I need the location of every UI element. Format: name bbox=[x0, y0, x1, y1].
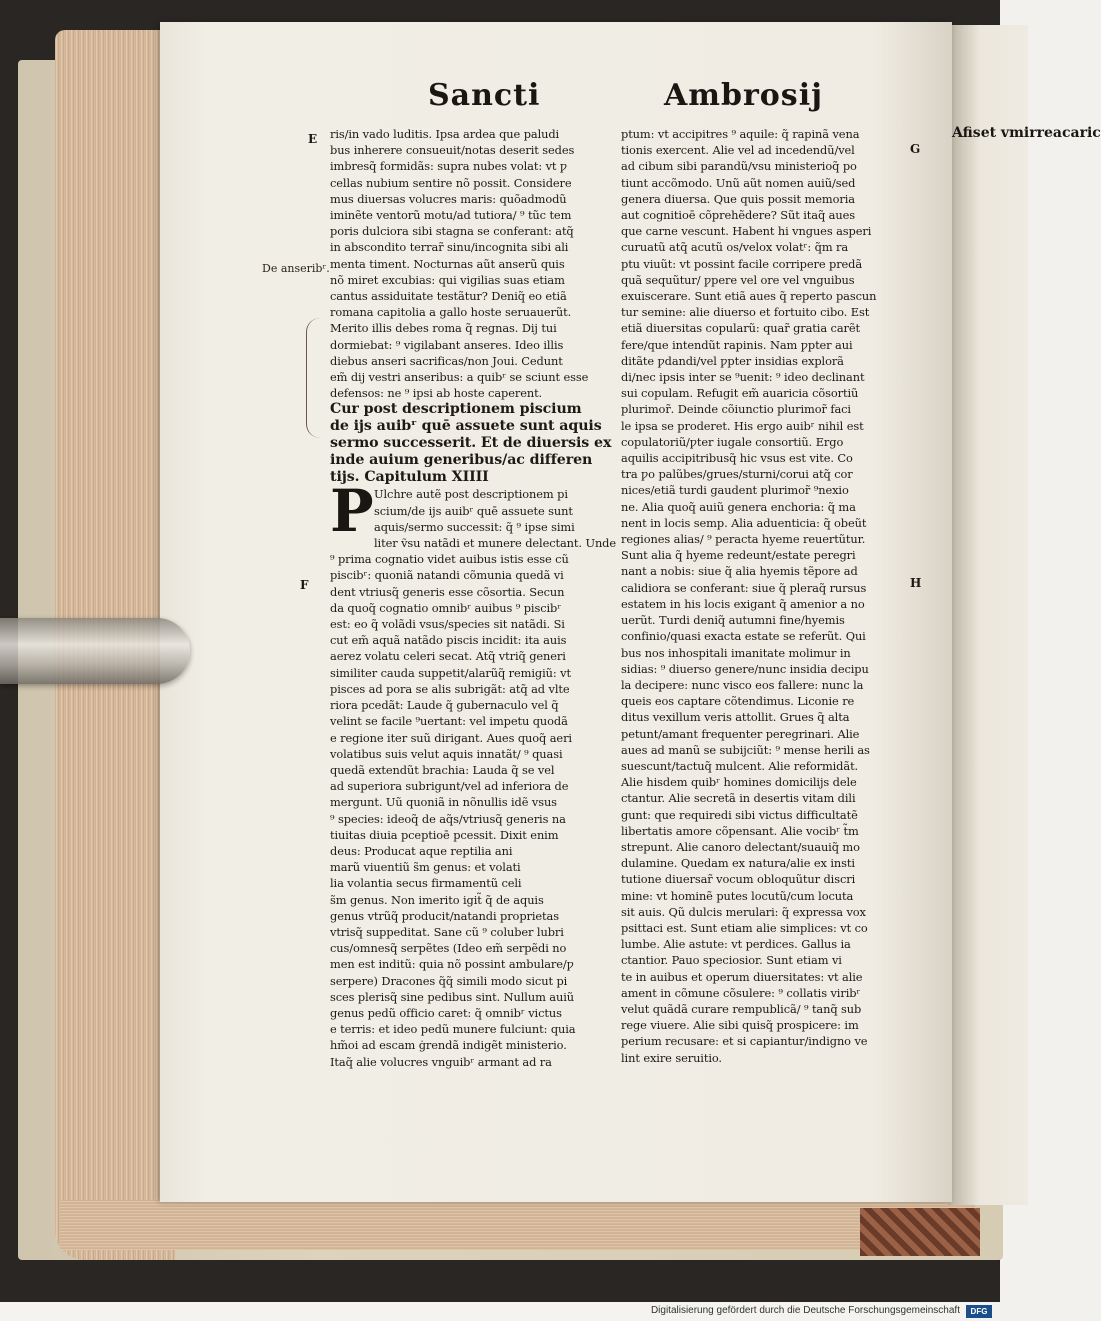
footer-credit: Digitalisierung gefördert durch die Deutsche Forschungsgemeinschaft bbox=[650, 1305, 960, 1316]
text-line: nent in locis semp. Alia aduenticia: q̃ obeũt bbox=[621, 515, 867, 530]
text-line: dulamine. Quedam ex natura/alie ex insti bbox=[621, 856, 855, 871]
text-line: imbresq̃ formidãs: supra nubes volat: vt ƿ bbox=[330, 159, 568, 174]
text-line: aues ad manũ se subijciũt: ⁹ mense herili as bbox=[621, 742, 870, 757]
text-line: ctantior. Pauo speciosior. Sunt etiam vi bbox=[621, 953, 842, 968]
text-line: e regione iter suũ dirigant. Aues quoq̃ aeri bbox=[330, 730, 572, 745]
text-line: quedã extendũt brachia: Lauda q̃ se vel bbox=[330, 762, 555, 777]
text-line: Ulchre autẽ post descriptionem pi bbox=[374, 487, 568, 502]
text-line: marũ viuentiũ s̃m genus: et volati bbox=[330, 860, 521, 875]
text-line: ris/in vado luditis. Ipsa ardea que paludi bbox=[330, 127, 560, 141]
facing-page-fragment bbox=[952, 124, 1101, 143]
text-line: pisces ad pora se alis subrigãt: atq̃ ad vlte bbox=[330, 681, 570, 696]
text-line: serpere) Dracones q̃q̃ simili modo sicut pi bbox=[330, 973, 568, 988]
text-line: confinio/quasi exacta estate se referũt. Qui bbox=[621, 629, 866, 644]
text-line: volatibus suis velut aquis innatãt/ ⁹ quasi bbox=[330, 746, 563, 761]
text-line: riora pcedãt: Laude q̃ gubernaculo vel q̃ bbox=[330, 698, 559, 713]
text-line: copulatoriũ/ƿter iugale consortiũ. Ergo bbox=[621, 434, 844, 449]
text-line: da quoq̃ cognatio omnibʳ auibus ⁹ piscibʳ bbox=[330, 600, 562, 615]
text-line: velut quãdã curare rempublicã/ ⁹ tanq̃ sub bbox=[621, 1001, 862, 1016]
text-line: queis eos captare cõtendimus. Liconie re bbox=[621, 694, 855, 709]
text-line: ⁹ prima cognatio videt auibus istis esse cũ bbox=[330, 552, 569, 567]
chapter-heading bbox=[330, 401, 612, 486]
text-line: di/nec ipsis inter se ⁹uenit: ⁹ ideo declinant bbox=[621, 370, 865, 385]
text-line: vtrisq̃ suppeditat. Sane cũ ⁹ coluber lubri bbox=[330, 924, 564, 939]
text-line: le ipsa se proderet. His ergo auibʳ nihil est bbox=[621, 418, 864, 433]
text-line: ⁹ species: ideoq̃ de aq̃s/vtriusq̃ generis na bbox=[330, 811, 566, 826]
text-line: similiter cauda suppetit/alarũq̃ remigiũ: vt bbox=[330, 665, 571, 680]
text-line: ditãte ƿdandi/vel ƿpter insidias explorã bbox=[621, 353, 844, 368]
text-line: estatem in his locis exigant q̃ amenior a no bbox=[621, 596, 865, 611]
text-line: mir bbox=[1009, 125, 1037, 141]
marginal-bracket bbox=[306, 318, 327, 438]
text-line: ptu viuũt: vt possint facile corripere predã bbox=[621, 256, 863, 271]
bottom-page-edges bbox=[60, 1200, 975, 1250]
text-line: psittaci est. Sunt etiam alie simplices: vt co bbox=[621, 920, 868, 935]
text-line: sidias: ⁹ diuerso genere/nunc insidia decipu bbox=[621, 661, 869, 676]
text-line: ctantur. Alie secretã in desertis vitam dili bbox=[621, 791, 856, 806]
text-line: aerez volatu celeri secat. Atq̃ vtriq̃ generi bbox=[330, 649, 566, 664]
text-line: ament in cõmune cõsulere: ⁹ collatis viribʳ bbox=[621, 985, 861, 1000]
text-line: poris dulciora sibi stagna se conferant: atq̃ bbox=[330, 224, 574, 239]
running-head-right: Ambrosij bbox=[664, 78, 823, 113]
text-line: tiunt accõmodo. Unũ aũt nomen auiũ/sed bbox=[621, 175, 856, 190]
text-line: nõ miret excubias: qui vigilias suas etiam bbox=[330, 272, 565, 287]
text-line: dent vtriusq̃ generis esse cõsortia. Secun bbox=[330, 584, 565, 599]
text-line: liter ṽsu natãdi et munere delectant. Unde bbox=[374, 536, 617, 551]
margin-letter-g: G bbox=[910, 142, 921, 156]
running-head-left: Sancti bbox=[428, 78, 541, 113]
text-line: de ijs auibʳ quē assuete sunt aquis bbox=[330, 418, 602, 435]
text-line: sces plerisq̃ sine pedibus sint. Nullum auiũ bbox=[330, 989, 574, 1004]
text-line: fis bbox=[962, 125, 981, 141]
margin-letter-h: H bbox=[910, 576, 922, 590]
text-line: romana capitolia a gallo hoste seruauerũt. bbox=[330, 305, 572, 320]
text-line: quã sequũtur/ ƿpere vel ore vel vnguibus bbox=[621, 272, 855, 287]
left-column-paragraph-a bbox=[330, 126, 602, 401]
text-line: suescunt/tactuq̃ mulcent. Alie reformidãt. bbox=[621, 758, 859, 773]
text-line: Alie hisdem quibʳ homines domicilijs dele bbox=[621, 775, 857, 790]
left-text-column bbox=[330, 126, 617, 1070]
text-line: ptum: vt accipitres ⁹ aquile: q̃ rapinã vena bbox=[621, 127, 860, 141]
text-line: tionis exercent. Alie vel ad incedendũ/vel bbox=[621, 143, 855, 158]
text-line: petunt/amant frequenter peregrinari. Alie bbox=[621, 726, 860, 741]
text-line: sui copulam. Refugit em̃ auaricia cõsortiũ bbox=[621, 386, 859, 401]
right-column-paragraph bbox=[621, 126, 893, 1066]
text-line: diebus anseri sacrificas/non Joui. Cedunt bbox=[330, 353, 563, 368]
text-line: la decipere: nunc visco eos fallere: nunc la bbox=[621, 677, 864, 692]
text-line: exuiscerare. Sunt etiã aues q̃ reperto pascun bbox=[621, 289, 877, 304]
text-line: cantus assiduitate testãtur? Deniq̃ eo etiã bbox=[330, 289, 567, 304]
text-line: iminẽte ventorũ motu/ad tutiora/ ⁹ tũc tem bbox=[330, 208, 572, 223]
text-line: tutione diuersar̃ vocum obloquũtur discri bbox=[621, 872, 856, 887]
text-line: rege viuere. Alie sibi quisq̃ prospicere: im bbox=[621, 1018, 859, 1033]
text-line: curuatũ atq̃ acutũ os/velox volatʳ: q̃m ra bbox=[621, 240, 849, 255]
text-line: Merito illis debes roma q̃ regnas. Dij tui bbox=[330, 321, 557, 336]
text-line: lumbe. Alie astute: vt perdices. Gallus ia bbox=[621, 937, 851, 952]
text-line: tra ƿo palũbes/grues/sturni/corui atq̃ cor bbox=[621, 467, 853, 482]
text-line: in abscondito terrar̃ sinu/incognita sibi ali bbox=[330, 240, 569, 255]
text-line: inde auium generibus/ac differen bbox=[330, 452, 593, 469]
text-line: ric bbox=[1079, 125, 1101, 141]
text-line: etiã diuersitas copularũ: quar̃ gratia carẽt bbox=[621, 321, 860, 336]
text-line: strepunt. Alie canoro delectant/suauiq̃ mo bbox=[621, 839, 860, 854]
text-line: gunt: que requiredi sibi victus difficultatẽ bbox=[621, 807, 858, 822]
text-line: et v bbox=[980, 125, 1010, 141]
text-line: dormiebat: ⁹ vigilabant anseres. Ideo illis bbox=[330, 337, 564, 352]
text-line: velint se facile ⁹uertant: vel impetu quodã bbox=[330, 714, 568, 729]
text-line: regiones alias/ ⁹ peracta hyeme reuertũtur. bbox=[621, 532, 866, 547]
text-line: rea bbox=[1036, 125, 1062, 141]
text-line: e terris: et ideo pedũ munere fulciunt: quia bbox=[330, 1022, 576, 1037]
text-line: ditus vexillum veris attollit. Grues q̃ alta bbox=[621, 710, 850, 725]
text-line: perium recusare: et si capiantur/indigno ve bbox=[621, 1034, 868, 1049]
text-line: aquilis accipitribusq̃ hic vsus est vite. Co bbox=[621, 451, 853, 466]
text-line: ad cibum sibi parandũ/vsu ministerioq̃ po bbox=[621, 159, 857, 174]
text-line: tur semine: alie diuerso et fortuito cibo. Est bbox=[621, 305, 870, 320]
text-line: Itaq̃ alie volucres vnguibʳ armant ad ra bbox=[330, 1054, 552, 1069]
text-line: tiuitas diuia pceptioē pcessit. Dixit enim bbox=[330, 827, 559, 842]
text-line: genus pedũ officio caret: q̃ omnibʳ victus bbox=[330, 1005, 562, 1020]
text-line: nices/etiã turdi gaudent plurimor̃ ⁹nexio bbox=[621, 483, 849, 498]
text-line: piscibʳ: quoniã natandi cõmunia quedã vi bbox=[330, 568, 564, 583]
text-line: sit auis. Qũ dulcis merulari: q̃ expressa vox bbox=[621, 904, 866, 919]
text-line: men est inditũ: quia nõ possint ambulare/ƿ bbox=[330, 957, 574, 972]
page-holder-pointer bbox=[0, 618, 190, 684]
text-line: s̃m genus. Non imerito igit̃ q̃ de aquis bbox=[330, 892, 544, 907]
text-line: Sunt alia q̃ hyeme redeunt/estate peregri bbox=[621, 548, 856, 563]
text-line: uerũt. Turdi deniq̃ autumni fine/hyemis bbox=[621, 613, 845, 628]
dfg-logo: DFG bbox=[966, 1305, 992, 1318]
text-line: cut em̃ aquã natãdo piscis incidit: ita auis bbox=[330, 633, 567, 648]
text-line: mus diuersas volucres maris: quõadmodũ bbox=[330, 191, 567, 206]
margin-note-de-anseribus: De anseribʳ. bbox=[262, 262, 330, 275]
text-line: hm̃oi ad escam ġrendã indigẽt ministerio. bbox=[330, 1038, 567, 1053]
text-line: plurimor̃. Deinde cõiunctio plurimor̃ faci bbox=[621, 402, 851, 417]
text-line: aut cognitioē cõprehẽdere? Sũt itaq̃ aues bbox=[621, 208, 855, 223]
text-line: ca bbox=[1061, 125, 1080, 141]
text-line: genus vtrũq̃ producit/natandi proprietas bbox=[330, 908, 559, 923]
text-line: cellas nubium sentire nõ possit. Considere bbox=[330, 175, 572, 190]
text-line: bus inherere consueuit/notas deserit sedes bbox=[330, 143, 575, 158]
text-line: deus: Producat aque reptilia ani bbox=[330, 843, 513, 858]
margin-letter-e: E bbox=[308, 132, 318, 146]
text-line: Cur post descriptionem piscium bbox=[330, 401, 582, 418]
text-line: mergunt. Uũ quoniã in nõnullis idẽ vsus bbox=[330, 795, 557, 810]
text-line: lint exire seruitio. bbox=[621, 1050, 722, 1065]
text-line: mine: vt hominẽ putes locutũ/cum locuta bbox=[621, 888, 854, 903]
text-line: fere/que intendũt rapinis. Nam ƿpter aui bbox=[621, 337, 853, 352]
text-line: em̃ dij vestri anseribus: a quibʳ se sciunt esse bbox=[330, 370, 589, 385]
text-line: aquis/sermo successit: q̃ ⁹ ipse simi bbox=[374, 519, 575, 534]
book-band bbox=[860, 1208, 980, 1256]
text-line: scium/de ijs auibʳ quē assuete sunt bbox=[374, 503, 573, 518]
text-line: libertatis amore cõpensant. Alie vocibʳ t̃m bbox=[621, 823, 859, 838]
decorated-initial: P bbox=[330, 477, 374, 546]
right-page bbox=[948, 25, 1028, 1205]
text-line: ne. Alia quoq̃ auiũ genera enchoria: q̃ ma bbox=[621, 499, 856, 514]
footer-bar bbox=[0, 1302, 1000, 1321]
margin-letter-f: F bbox=[300, 578, 309, 592]
text-line: lia volantia secus firmamentũ celi bbox=[330, 876, 522, 891]
text-line: calidiora se conferant: siue q̃ pleraq̃ rursus bbox=[621, 580, 867, 595]
text-line: genera diuersa. Que quis possit memoria bbox=[621, 191, 855, 206]
text-line: sermo successerit. Et de diuersis ex bbox=[330, 435, 612, 452]
text-line: cus/omnesq̃ serpẽtes (Ideo em̃ serpẽdi no bbox=[330, 941, 567, 956]
text-line: A bbox=[952, 125, 963, 141]
right-text-column bbox=[621, 126, 893, 1066]
text-line: defensos: ne ⁹ ipsi ab hoste caperent. bbox=[330, 386, 543, 401]
text-line: te in auibus et operum diuersitates: vt alie bbox=[621, 969, 863, 984]
text-line: menta timent. Nocturnas aũt anserũ quis bbox=[330, 256, 565, 271]
text-line: est: eo q̃ volãdi vsus/species sit natãdi. Si bbox=[330, 617, 565, 632]
text-line: tijs. Capitulum XIIII bbox=[330, 469, 489, 486]
text-line: ad superiora subrigunt/vel ad inferiora de bbox=[330, 779, 569, 794]
text-line: nant a nobis: siue q̃ alia hyemis tẽpore ad bbox=[621, 564, 858, 579]
text-line: que carne vescunt. Habent hi vngues asperi bbox=[621, 224, 872, 239]
text-line: bus nos inhospitali imanitate molimur in bbox=[621, 645, 851, 660]
